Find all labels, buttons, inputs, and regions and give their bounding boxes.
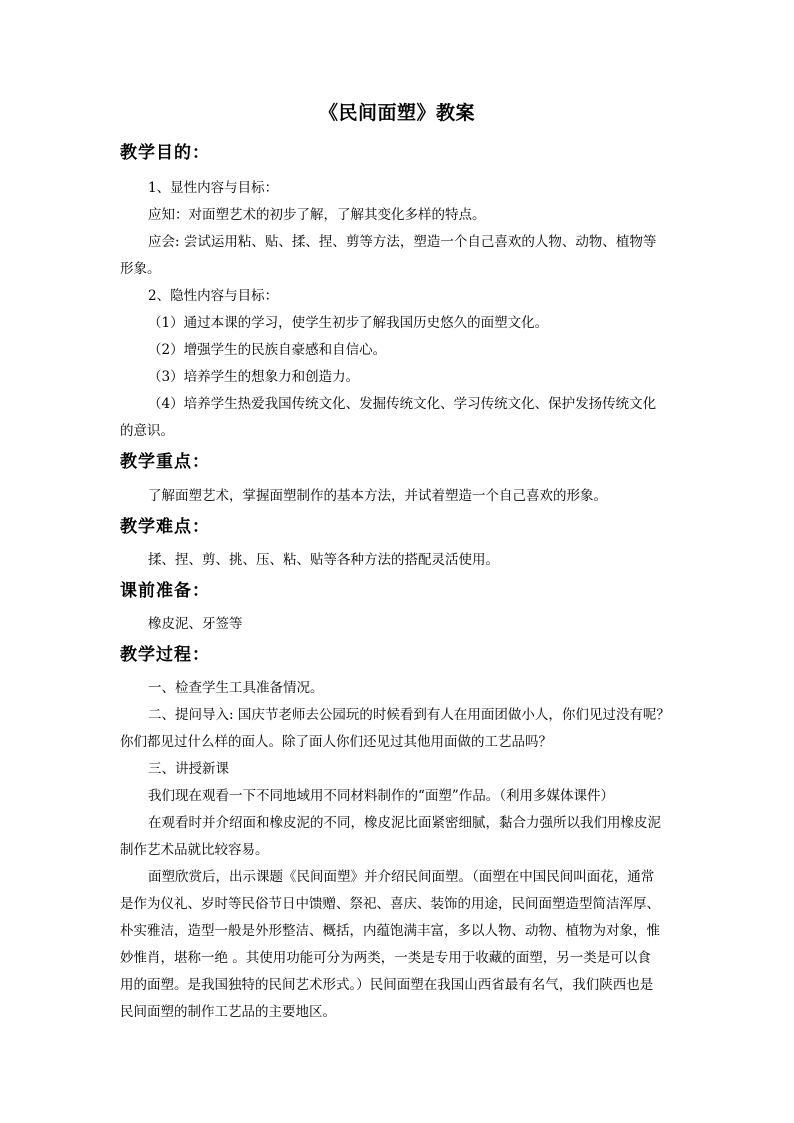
- key-points-line: 了解面塑艺术，掌握面塑制作的基本方法，并试着塑造一个自己喜欢的形象。: [148, 488, 607, 504]
- process-line: 民间面塑的制作工艺品的主要地区。: [120, 1004, 336, 1020]
- goals-line: （1）通过本课的学习，使学生初步了解我国历史悠久的面塑文化。: [148, 315, 549, 331]
- process-line: 二、提问导入: 国庆节老师去公园玩的时候看到有人在用面团做小人，你们见过没有呢？: [148, 707, 670, 723]
- process-line: 在观看时并介绍面和橡皮泥的不同，橡皮泥比面紧密细腻，黏合力强所以我们用橡皮泥: [148, 815, 661, 831]
- goals-line: （3）培养学生的想象力和创造力。: [148, 369, 360, 385]
- goals-line: 2、隐性内容与目标：: [148, 288, 279, 304]
- goals-line: 1、显性内容与目标：: [148, 180, 279, 196]
- process-line: 面塑欣赏后，出示课题《民间面塑》并介绍民间面塑。（面塑在中国民间叫面花，通常: [148, 869, 655, 885]
- process-line: 你们都见过什么样的面人。除了面人你们还见过其他用面做的工艺品吗？: [120, 734, 552, 750]
- difficulties-line: 揉、捏、剪、挑、压、粘、贴等各种方法的搭配灵活使用。: [148, 552, 499, 568]
- goals-line: 应会: 尝试运用粘、贴、揉、捏、剪等方法，塑造一个自己喜欢的人物、动物、植物等: [148, 234, 657, 250]
- goals-line: 应知：对面塑艺术的初步了解，了解其变化多样的特点。: [148, 207, 486, 223]
- process-line: 制作艺术品就比较容易。: [120, 842, 269, 858]
- process-line: 是作为仪礼、岁时等民俗节日中馈赠、祭祀、喜庆、装饰的用途，民间面塑造型简洁浑厚、: [120, 896, 660, 912]
- document-title: 《民间面塑》教案: [318, 102, 475, 124]
- goals-line: 形象。: [120, 261, 161, 277]
- difficulties-heading: 教学难点：: [120, 517, 210, 537]
- preparation-line: 橡皮泥、牙签等: [148, 616, 243, 632]
- process-line: 用的面塑。是我国独特的民间艺术形式。）民间面塑在我国山西省最有名气，我们陕西也是: [120, 977, 654, 993]
- process-line: 一、检查学生工具准备情况。: [148, 680, 324, 696]
- process-line: 妙惟肖，堪称一绝 。其使用功能可分为两类，一类是专用于收藏的面塑，另一类是可以食: [120, 950, 651, 966]
- preparation-heading: 课前准备：: [120, 581, 210, 601]
- goals-line: （2）增强学生的民族自豪感和自信心。: [148, 342, 387, 358]
- process-heading: 教学过程：: [120, 645, 210, 665]
- process-line: 三、讲授新课: [148, 761, 229, 777]
- goals-line: 的意识。: [120, 423, 174, 439]
- process-line: 我们现在观看一下不同地域用不同材料制作的“面塑”作品。（利用多媒体课件）: [148, 788, 615, 804]
- process-line: 朴实雅洁，造型一般是外形整洁、概括，内蕴饱满丰富，多以人物、动物、植物为对象，惟: [120, 923, 660, 939]
- goals-heading: 教学目的：: [120, 143, 210, 163]
- goals-line: （4）培养学生热爱我国传统文化、发掘传统文化、学习传统文化、保护发扬传统文化: [148, 396, 657, 412]
- key-points-heading: 教学重点：: [120, 452, 210, 472]
